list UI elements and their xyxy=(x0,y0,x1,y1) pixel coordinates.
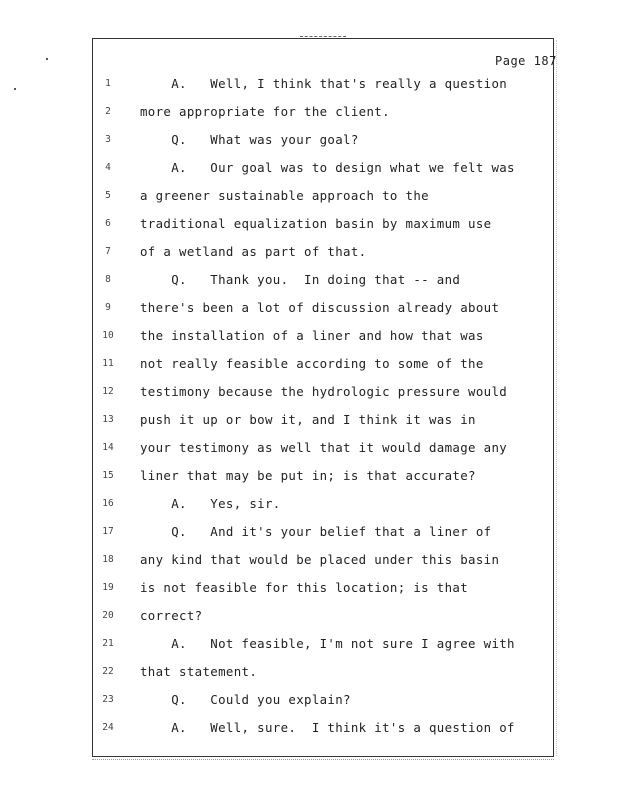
line-number: 15 xyxy=(102,470,114,481)
line-number: 5 xyxy=(105,190,111,201)
line-number: 13 xyxy=(102,414,114,425)
scan-speck xyxy=(46,58,48,60)
line-number: 1 xyxy=(105,78,111,89)
line-text: the installation of a liner and how that was xyxy=(140,328,484,343)
line-text: a greener sustainable approach to the xyxy=(140,188,429,203)
line-number: 12 xyxy=(102,386,114,397)
line-text: A. Not feasible, I'm not sure I agree with xyxy=(140,636,515,651)
transcript-line xyxy=(0,244,618,262)
line-text: A. Yes, sir. xyxy=(140,496,281,511)
transcript-line xyxy=(0,412,618,430)
line-number: 22 xyxy=(102,666,114,677)
transcript-line xyxy=(0,524,618,542)
line-text: not really feasible according to some of the xyxy=(140,356,484,371)
line-number: 16 xyxy=(102,498,114,509)
line-number: 3 xyxy=(105,134,111,145)
transcript-line xyxy=(0,468,618,486)
line-number: 24 xyxy=(102,722,114,733)
transcript-line xyxy=(0,720,618,738)
line-text: correct? xyxy=(140,608,203,623)
line-text: A. Well, I think that's really a question xyxy=(140,76,508,91)
line-text: of a wetland as part of that. xyxy=(140,244,367,259)
transcript-line xyxy=(0,104,618,122)
line-number: 17 xyxy=(102,526,114,537)
line-number: 7 xyxy=(105,246,111,257)
transcript-line xyxy=(0,328,618,346)
transcript-line xyxy=(0,552,618,570)
line-number: 9 xyxy=(105,302,111,313)
line-number: 6 xyxy=(105,218,111,229)
line-text: Q. Could you explain? xyxy=(140,692,351,707)
line-number: 14 xyxy=(102,442,114,453)
line-text: Q. Thank you. In doing that -- and xyxy=(140,272,461,287)
transcript-line xyxy=(0,160,618,178)
line-text: A. Our goal was to design what we felt was xyxy=(140,160,515,175)
line-number: 4 xyxy=(105,162,111,173)
line-number: 11 xyxy=(102,358,114,369)
line-text: that statement. xyxy=(140,664,258,679)
transcript-line xyxy=(0,496,618,514)
line-number: 21 xyxy=(102,638,114,649)
transcript-line xyxy=(0,76,618,94)
line-number: 20 xyxy=(102,610,114,621)
line-number: 8 xyxy=(105,274,111,285)
transcript-line xyxy=(0,636,618,654)
line-text: more appropriate for the client. xyxy=(140,104,390,119)
transcript-line xyxy=(0,188,618,206)
bottom-margin-dots xyxy=(92,759,554,760)
transcript-line xyxy=(0,216,618,234)
line-number: 18 xyxy=(102,554,114,565)
line-text: there's been a lot of discussion already about xyxy=(140,300,500,315)
transcript-line xyxy=(0,356,618,374)
transcript-line xyxy=(0,132,618,150)
transcript-line xyxy=(0,608,618,626)
transcript-line xyxy=(0,692,618,710)
line-number: 10 xyxy=(102,330,114,341)
line-text: any kind that would be placed under this basin xyxy=(140,552,500,567)
line-text: Q. What was your goal? xyxy=(140,132,359,147)
transcript-line xyxy=(0,300,618,318)
line-number: 2 xyxy=(105,106,111,117)
line-text: your testimony as well that it would damage any xyxy=(140,440,508,455)
line-text: is not feasible for this location; is that xyxy=(140,580,469,595)
line-text: traditional equalization basin by maximum use xyxy=(140,216,492,231)
transcript-line xyxy=(0,664,618,682)
line-number: 19 xyxy=(102,582,114,593)
line-text: push it up or bow it, and I think it was in xyxy=(140,412,476,427)
line-text: Q. And it's your belief that a liner of xyxy=(140,524,492,539)
transcript-line xyxy=(0,580,618,598)
transcript-line xyxy=(0,440,618,458)
page-number: Page 187 xyxy=(495,54,557,68)
line-text: testimony because the hydrologic pressure would xyxy=(140,384,508,399)
line-text: liner that may be put in; is that accurate? xyxy=(140,468,476,483)
line-text: A. Well, sure. I think it's a question of xyxy=(140,720,515,735)
transcript-line xyxy=(0,272,618,290)
transcript-line xyxy=(0,384,618,402)
line-number: 23 xyxy=(102,694,114,705)
